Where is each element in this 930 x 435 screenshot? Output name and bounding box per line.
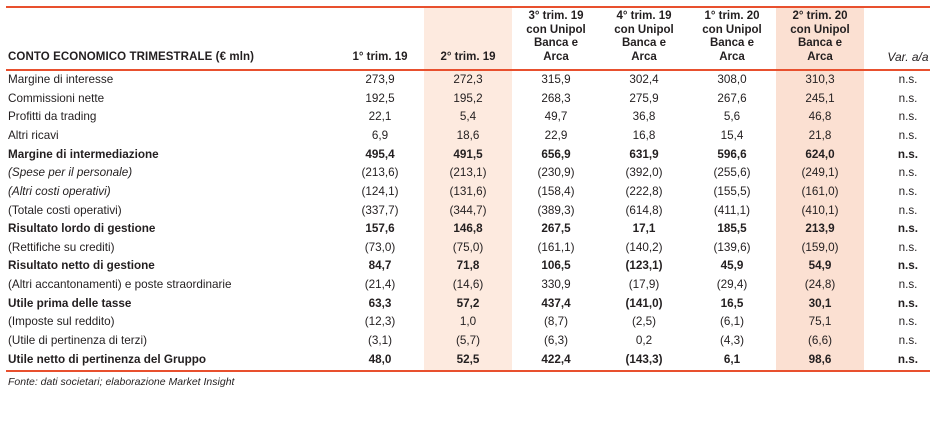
table-cell: 157,6 [365,222,395,236]
cell-var-yoy: n.s. [898,184,918,198]
table-cell: (6,6) [776,332,864,352]
column-header-line: Banca e [621,37,667,50]
column-header-line: Arca [719,50,745,63]
row-label: (Utile di pertinenza di terzi) [8,333,148,347]
table-cell: 245,1 [776,90,864,109]
column-header-line: Banca e [533,37,579,50]
column-header-q3-19 [512,7,600,70]
table-header-row [6,7,930,70]
table-cell: 22,9 [544,129,568,143]
table-cell: 272,3 [424,70,512,90]
table-row [6,70,930,90]
table-cell: 146,8 [424,220,512,239]
table-cell: 310,3 [776,70,864,90]
table-cell: (8,7) [543,315,569,329]
table-cell: 84,7 [368,259,392,273]
column-header-var-yoy [864,7,930,70]
table-cell: 18,6 [424,127,512,146]
table-cell: (14,6) [424,276,512,295]
table-row [6,164,930,183]
table-cell: 54,9 [776,257,864,276]
table-row [6,183,930,202]
table-cell: 52,5 [424,351,512,371]
table-cell: (389,3) [537,203,575,217]
table-cell: 106,5 [541,259,571,273]
table-cell: (392,0) [625,166,663,180]
table-cell: (337,7) [361,203,399,217]
table-cell: (141,0) [625,296,663,310]
table-cell: (6,3) [543,333,569,347]
table-row [6,108,930,127]
cell-var-yoy: n.s. [898,277,918,291]
table-row [6,127,930,146]
cell-var-yoy: n.s. [898,240,918,254]
column-header-line: 2° trim. 20 [792,10,848,22]
table-cell: (161,0) [776,183,864,202]
row-label: Risultato lordo di gestione [8,222,156,236]
table-body [6,70,930,371]
row-label: Risultato netto di gestione [8,259,155,273]
table-cell: 17,1 [632,222,656,236]
table-header [6,7,930,70]
table-cell: 491,5 [424,146,512,165]
column-header-line: con Unipol [526,23,586,36]
table-cell: 5,4 [424,108,512,127]
row-label: Utile netto di pertinenza del Gruppo [6,351,336,371]
table-cell: (159,0) [776,239,864,258]
table-cell: 192,5 [365,91,395,105]
row-label: (Altri accantonamenti) e poste straordinarie [8,277,232,291]
cell-var-yoy: n.s. [898,203,918,217]
table-cell: (3,1) [367,333,393,347]
table-cell: (255,6) [713,166,751,180]
column-header-line: con Unipol [790,23,850,36]
table-cell: 422,4 [512,351,600,371]
cell-var-yoy: n.s. [897,259,919,273]
column-header-q1-19 [336,7,424,70]
table-row [6,239,930,258]
column-header-line: 3° trim. 19 [528,10,584,22]
table-cell: 22,1 [368,110,392,124]
table-cell: 268,3 [541,91,571,105]
table-cell: 273,9 [365,73,395,87]
table-cell: (411,1) [713,203,751,217]
table-cell: 98,6 [776,351,864,371]
table-cell: 6,9 [371,129,389,143]
table-row [6,295,930,314]
table-cell: (213,6) [361,166,399,180]
table-cell: (29,4) [716,277,748,291]
table-row [6,257,930,276]
source-footnote: Fonte: dati societari; elaborazione Market Insight [8,376,235,388]
table-cell: 5,6 [723,110,741,124]
table-cell: (249,1) [776,164,864,183]
column-header-line: Banca e [709,37,755,50]
table-cell: (158,4) [537,184,575,198]
table-cell: 437,4 [541,296,571,310]
column-header-line: 2° trim. 19 [440,50,496,63]
row-label: Margine di interesse [8,73,114,87]
table-cell: 0,2 [635,333,653,347]
table-cell: (17,9) [628,277,660,291]
table-cell: 267,6 [717,91,747,105]
table-cell: 267,5 [541,222,571,236]
cell-var-yoy: n.s. [898,333,918,347]
column-header-line: 1° trim. 19 [352,50,408,63]
table-cell: 1,0 [424,313,512,332]
column-header-line: Arca [631,50,657,63]
cell-var-yoy: n.s. [898,166,918,180]
column-header-line: Var. a/a [887,50,929,65]
table-cell: 195,2 [424,90,512,109]
cell-var-yoy: n.s. [897,222,919,236]
table-cell: 46,8 [776,108,864,127]
table-cell: 330,9 [541,277,571,291]
table-cell: 631,9 [629,147,659,161]
cell-var-yoy: n.s. [898,129,918,143]
cell-var-yoy: n.s. [898,91,918,105]
table-row [6,146,930,165]
table-cell: (143,3) [600,351,688,371]
cell-var-yoy: n.s. [897,147,919,161]
cell-var-yoy: n.s. [897,296,919,310]
table-row [6,276,930,295]
column-header-line: con Unipol [614,23,674,36]
column-header-line: Arca [543,50,569,63]
table-cell: (222,8) [625,184,663,198]
table-cell: 596,6 [717,147,747,161]
table-cell: (123,1) [625,259,663,273]
table-cell: 308,0 [717,73,747,87]
table-cell: 21,8 [776,127,864,146]
quarterly-income-statement-sheet [0,6,930,435]
cell-var-yoy: n.s. [864,351,930,371]
table-cell: (155,5) [713,184,751,198]
cell-var-yoy: n.s. [898,73,918,87]
table-cell: (21,4) [364,277,396,291]
table-row [6,313,930,332]
table-cell: 302,4 [629,73,659,87]
column-header-line: 4° trim. 19 [616,10,672,22]
table-cell: 16,8 [632,129,656,143]
table-cell: (75,0) [424,239,512,258]
table-cell: (131,6) [424,183,512,202]
row-label: Margine di intermediazione [8,147,159,161]
table-cell: (344,7) [424,202,512,221]
cell-var-yoy: n.s. [898,110,918,124]
table-cell: 75,1 [776,313,864,332]
column-header-line: Arca [807,50,833,63]
table-row [6,90,930,109]
table-row [6,202,930,221]
row-label: (Spese per il personale) [8,166,133,180]
table-cell: (4,3) [719,333,745,347]
table-row [6,220,930,239]
column-header-label: CONTO ECONOMICO TRIMESTRALE (€ mln) [6,7,336,70]
table-cell: (24,8) [776,276,864,295]
table-cell: 6,1 [688,351,776,371]
quarterly-income-statement-table [6,6,930,372]
cell-var-yoy: n.s. [898,315,918,329]
column-header-q2-19 [424,7,512,70]
table-cell: 624,0 [776,146,864,165]
row-label: Profitti da trading [8,110,97,124]
table-cell: 315,9 [541,73,571,87]
table-cell: 45,9 [720,259,744,273]
row-label: Commissioni nette [8,91,105,105]
table-cell: (73,0) [364,240,396,254]
table-cell: 57,2 [424,295,512,314]
table-cell: 213,9 [776,220,864,239]
table-row [6,332,930,352]
table-cell: 36,8 [632,110,656,124]
row-label: (Imposte sul reddito) [8,315,115,329]
row-label: Utile prima delle tasse [8,296,132,310]
table-cell: (140,2) [625,240,663,254]
row-label: (Totale costi operativi) [8,203,122,217]
table-cell: (614,8) [625,203,663,217]
table-cell: 185,5 [717,222,747,236]
table-cell: 48,0 [336,351,424,371]
table-cell: (213,1) [424,164,512,183]
row-label: Altri ricavi [8,129,59,143]
table-cell: (230,9) [537,166,575,180]
table-cell: 15,4 [720,129,744,143]
table-cell: (139,6) [713,240,751,254]
table-cell: (2,5) [631,315,657,329]
column-header-q1-20 [688,7,776,70]
column-header-q4-19 [600,7,688,70]
table-row [6,351,930,371]
table-cell: 495,4 [365,147,395,161]
table-cell: 63,3 [368,296,392,310]
column-header-line: con Unipol [702,23,762,36]
column-header-q2-20 [776,7,864,70]
table-cell: 49,7 [544,110,568,124]
table-cell: (5,7) [424,332,512,352]
table-cell: (161,1) [537,240,575,254]
column-header-line: 1° trim. 20 [704,10,760,22]
table-cell: (124,1) [361,184,399,198]
table-cell: 16,5 [720,296,744,310]
table-cell: 71,8 [424,257,512,276]
table-cell: 656,9 [541,147,571,161]
table-cell: (6,1) [719,315,745,329]
table-cell: 30,1 [776,295,864,314]
row-label: (Altri costi operativi) [8,184,111,198]
column-header-line: Banca e [797,37,843,50]
table-cell: (12,3) [364,315,396,329]
row-label: (Rettifiche su crediti) [8,240,115,254]
table-cell: 275,9 [629,91,659,105]
table-cell: (410,1) [776,202,864,221]
